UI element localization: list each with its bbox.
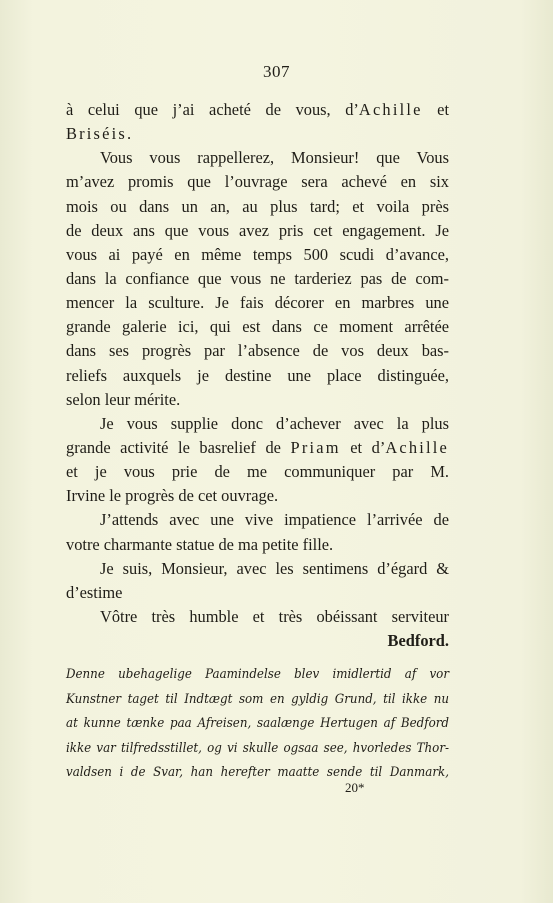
- page-number: 307: [263, 62, 290, 81]
- text-line: valdsen i de Svar, han herefter maatte sende til Danmark,: [66, 765, 449, 781]
- spaced-name: Briséis: [66, 124, 127, 144]
- text-line: J’attends avec une vive impatience l’arrivée de: [100, 510, 449, 530]
- signature-mark: 20*: [345, 780, 365, 795]
- text-line: [66, 122, 449, 146]
- text-line: grande galerie ici, qui est dans ce moment arrêtée: [66, 317, 449, 337]
- text-line: mencer la sculture. Je fais décorer en marbres une: [66, 293, 449, 313]
- text-segment: à celui que j’ai acheté de vous, d’: [66, 100, 359, 119]
- text-line: at kunne tænke paa Afreisen, saalænge Hertugen af Bedford: [66, 716, 449, 732]
- text-line: ikke var tilfredsstillet, og vi skulle ogsaa see, hvorledes Thor-: [66, 740, 449, 756]
- text-segment: .: [126, 124, 132, 144]
- text-line: reliefs auxquels je destine une place distinguée,: [66, 365, 449, 385]
- text-line: Kunstner taget til Indtægt som en gyldig Grund, til ikke nu: [66, 691, 449, 707]
- danish-text: [66, 663, 449, 786]
- text-line: dans la confiance que vous ne tarderiez pas de com-: [66, 268, 449, 288]
- text-line: Vôtre très humble et très obéissant serviteur: [100, 606, 449, 626]
- spaced-name: Priam: [290, 437, 341, 457]
- text-line: Je suis, Monsieur, avec les sentimens d’égard &: [100, 558, 449, 578]
- text-line: [66, 98, 449, 122]
- text-line: m’avez promis que l’ouvrage sera achevé en six: [66, 172, 449, 192]
- text-line: [66, 436, 449, 460]
- french-letter-text: [66, 98, 449, 653]
- text-line: Irvine le progrès de cet ouvrage.: [66, 486, 279, 506]
- spaced-name: Achille: [358, 100, 423, 119]
- text-line: mois ou dans un an, au plus tard; et voila près: [66, 196, 449, 216]
- text-segment: et: [422, 100, 449, 119]
- text-line: dans ses progrès par l’absence de vos deux bas-: [66, 341, 449, 361]
- text-line: d’estime: [66, 582, 123, 602]
- text-segment: grande activité le basrelief de: [66, 437, 291, 457]
- text-line: selon leur mérite.: [66, 389, 181, 409]
- text-line: votre charmante statue de ma petite fille.: [66, 534, 334, 554]
- spaced-name: Achille: [385, 437, 449, 457]
- text-line: Je vous supplie donc d’achever avec la plus: [100, 413, 449, 433]
- text-line: vous ai payé en même temps 500 scudi d’avance,: [66, 244, 449, 264]
- text-line: et je vous prie de me communiquer par M.: [66, 462, 449, 482]
- text-line: de deux ans que vous avez pris cet engagement. Je: [66, 220, 449, 240]
- text-line: Denne ubehagelige Paamindelse blev imidlertid af vor: [66, 667, 449, 682]
- signature-name: Bedford.: [387, 631, 449, 651]
- text-line: Vous vous rappellerez, Monsieur! que Vous: [100, 148, 449, 168]
- text-segment: et d’: [340, 437, 386, 457]
